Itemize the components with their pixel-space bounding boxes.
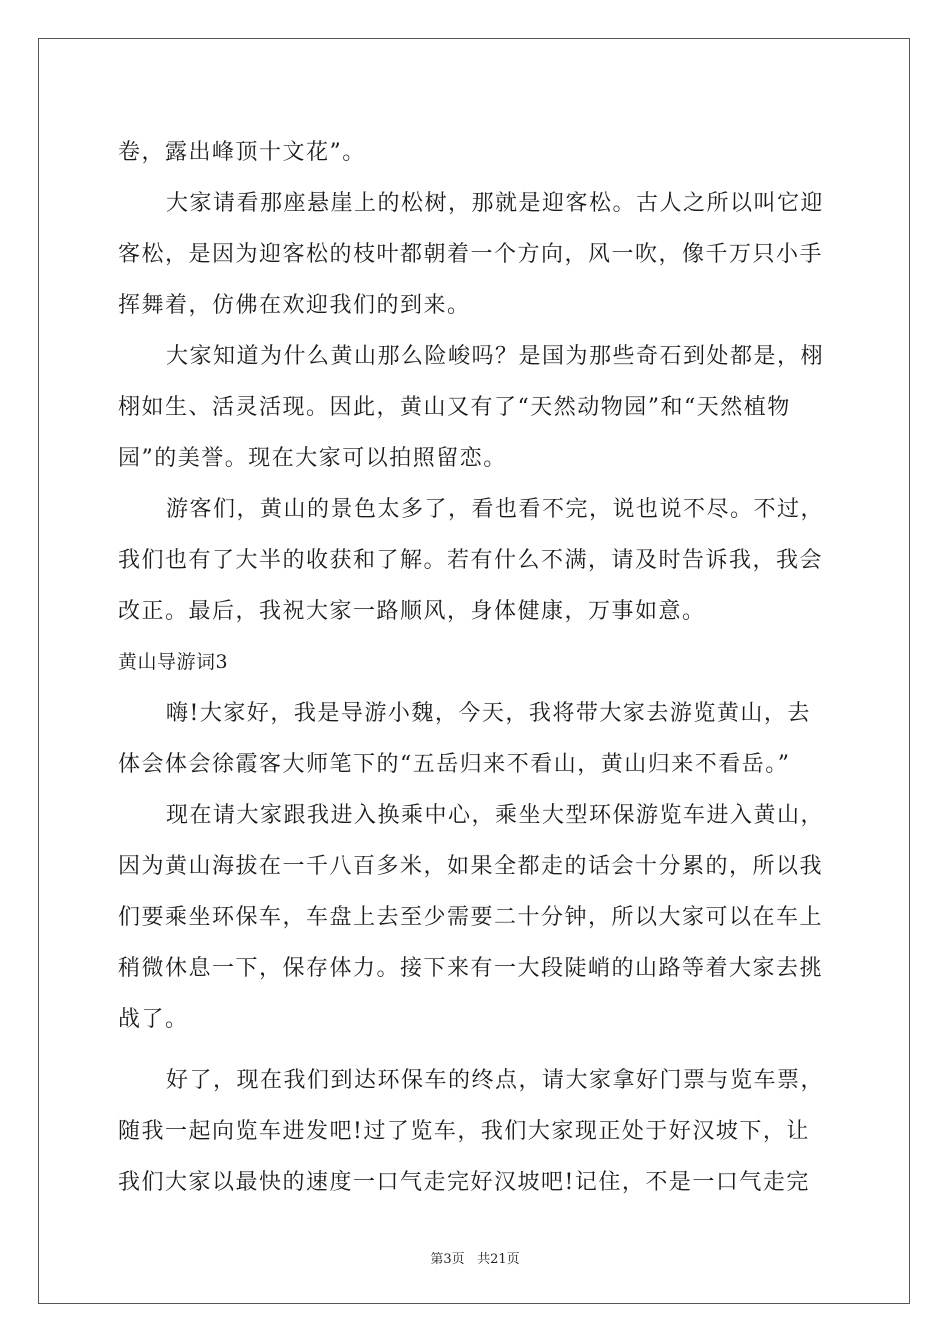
text-line: 大家知道为什么黄山那么险峻吗？是国为那些奇石到处都是，栩	[166, 344, 825, 369]
text-line: 体会体会徐霞客大师笔下的“五岳归来不看山，黄山归来不看岳。”	[118, 752, 791, 777]
text-line: 我们也有了大半的收获和了解。若有什么不满，请及时告诉我，我会	[118, 548, 824, 573]
text-line: 栩如生、活灵活现。因此，黄山又有了“天然动物园”和“天然植物	[118, 395, 791, 420]
paragraph-block-1	[118, 127, 834, 637]
text-line: 卷，露出峰顶十文花”。	[118, 140, 366, 165]
paragraph-block-3	[118, 1055, 834, 1208]
text-line: 现在请大家跟我进入换乘中心，乘坐大型环保游览车进入黄山，	[166, 803, 825, 828]
section-heading: 黄山导游词3	[118, 651, 229, 673]
text-line: 们要乘坐环保车，车盘上去至少需要二十分钟，所以大家可以在车上	[118, 905, 824, 930]
page-number: 第3页	[430, 1252, 465, 1267]
text-line: 游客们，黄山的景色太多了，看也看不完，说也说不尽。不过，	[166, 497, 825, 522]
text-line: 因为黄山海拔在一千八百多米，如果全都走的话会十分累的，所以我	[118, 854, 824, 879]
document-body	[118, 127, 834, 1208]
page-total: 共21页	[477, 1252, 520, 1267]
text-line: 园”的美誉。现在大家可以拍照留恋。	[118, 446, 507, 471]
text-line: 我们大家以最快的速度一口气走完好汉坡吧!记住，不是一口气走完	[118, 1170, 810, 1195]
page-footer	[0, 1248, 950, 1267]
text-line: 挥舞着，仿佛在欢迎我们的到来。	[118, 293, 471, 318]
text-line: 客松，是因为迎客松的枝叶都朝着一个方向，风一吹，像千万只小手	[118, 242, 824, 267]
text-line: 大家请看那座悬崖上的松树，那就是迎客松。古人之所以叫它迎	[166, 191, 825, 216]
text-line: 稍微休息一下，保存体力。接下来有一大段陡峭的山路等着大家去挑	[118, 956, 824, 981]
paragraph-gap	[118, 1045, 834, 1055]
text-line: 随我一起向览车进发吧!过了览车，我们大家现正处于好汉坡下，让	[118, 1119, 810, 1144]
paragraph-block-2	[118, 688, 834, 1045]
text-line: 好了，现在我们到达环保车的终点，请大家拿好门票与览车票，	[166, 1068, 825, 1093]
text-line: 改正。最后，我祝大家一路顺风，身体健康，万事如意。	[118, 599, 706, 624]
text-line: 战了。	[118, 1007, 189, 1032]
text-line: 嗨!大家好，我是导游小魏，今天，我将带大家去游览黄山，去	[166, 701, 811, 726]
